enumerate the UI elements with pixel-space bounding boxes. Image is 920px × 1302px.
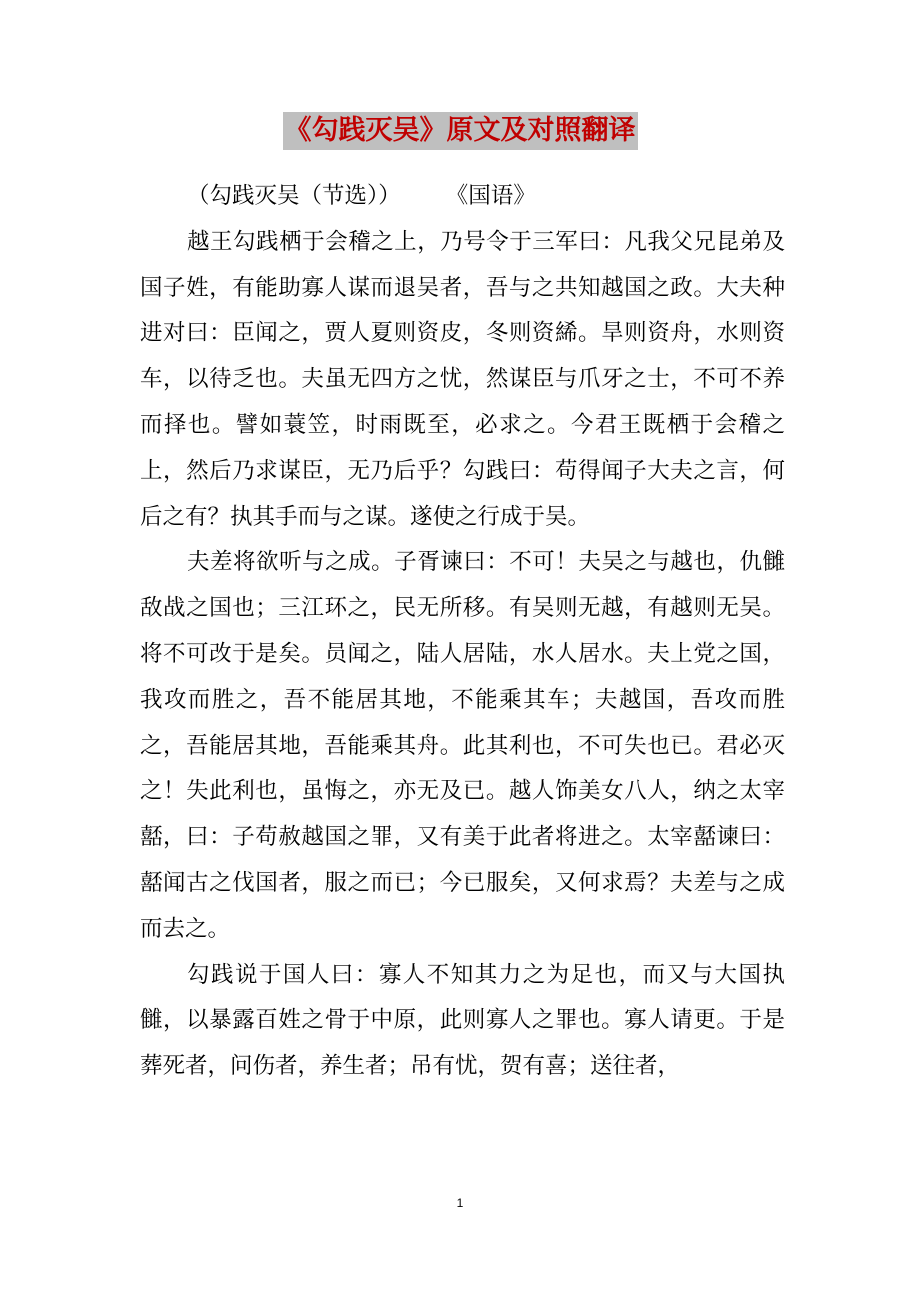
page-number: 1 [456, 1196, 464, 1210]
document-subtitle: （勾践灭吴（节选）） 《国语》 [187, 183, 536, 209]
paragraph-1: 越王勾践栖于会稽之上，乃号令于三军曰：凡我父兄昆弟及国子姓，有能助寡人谋而退吴者，吾与之共知越国之政。大夫种进对曰：臣闻之，贾人夏则资皮，冬则资絺。旱则资舟，水则资车，以待乏也。夫虽无四方之忧，然谋臣与爪牙之士，不可不养而择也。譬如蓑笠，时雨既至，必求之。今君王既栖于会稽之上，然后乃求谋臣，无乃后乎？勾践曰：苟得闻子大夫之言，何后之有？执其手而与之谋。遂使之行成于吴。 [140, 228, 785, 530]
title-container [0, 112, 920, 150]
paragraph-3: 勾践说于国人曰：寡人不知其力之为足也，而又与大国执雠，以暴露百姓之骨于中原，此则寡人之罪也。寡人请更。于是葬死者，问伤者，养生者；吊有忧，贺有喜；送往者， [140, 961, 785, 1080]
document-body [140, 174, 785, 1090]
document-title: 《勾践灭吴》原文及对照翻译 [283, 112, 638, 150]
paragraph-2: 夫差将欲听与之成。子胥谏曰：不可！夫吴之与越也，仇雠敌战之国也；三江环之，民无所移。有吴则无越，有越则无吴。将不可改于是矣。员闻之，陆人居陆，水人居水。夫上党之国，我攻而胜之，吾不能居其地，不能乘其车；夫越国，吾攻而胜之，吾能居其地，吾能乘其舟。此其利也，不可失也已。君必灭之！失此利也，虽悔之，亦无及已。越人饰美女八人，纳之太宰嚭，曰：子苟赦越国之罪，又有美于此者将进之。太宰嚭谏曰：嚭闻古之伐国者，服之而已；今已服矣，又何求焉？夫差与之成而去之。 [140, 549, 785, 942]
